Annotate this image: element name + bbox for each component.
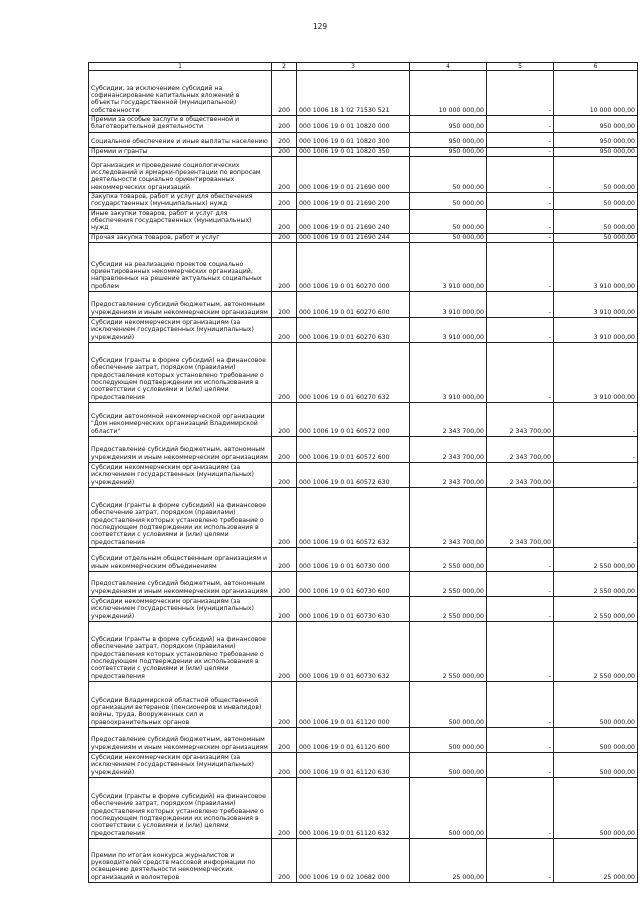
row-amount-col6-cell: 500 000,00 (554, 752, 638, 777)
row-name-cell: Субсидии на реализацию проектов социально ориентированных некоммерческих организаций, направленных на решение актуальных социальных проблем (89, 242, 272, 291)
row-amount-col6-cell: 500 000,00 (554, 681, 638, 727)
budget-table (88, 62, 638, 883)
table-row (89, 621, 638, 681)
row-amount-col6-cell: 25 000,00 (554, 838, 638, 882)
header-cell: 5 (487, 63, 554, 71)
header-cell: 1 (89, 63, 272, 71)
row-amount-col5-cell: - (487, 547, 554, 571)
row-classification-code-cell: 000 1006 19 0 01 61120 630 (297, 752, 410, 777)
row-code-cell: 200 (272, 681, 297, 727)
row-classification-code-cell: 000 1006 19 0 02 10682 000 (297, 838, 410, 882)
row-name-cell: Премии по итогам конкурса журналистов и руководителей средств массовой информации по освещению деятельности некоммерческих организаций и волонтеров (89, 838, 272, 882)
table-row (89, 681, 638, 727)
row-amount-col5-cell: - (487, 621, 554, 681)
row-amount-col4-cell: 25 000,00 (410, 838, 487, 882)
row-amount-col6-cell: 3 910 000,00 (554, 342, 638, 402)
row-code-cell: 200 (272, 727, 297, 752)
row-classification-code-cell: 000 1006 19 0 01 10820 000 (297, 116, 410, 133)
row-amount-col6-cell: 10 000 000,00 (554, 71, 638, 116)
table-row (89, 132, 638, 147)
table-row (89, 291, 638, 317)
row-code-cell: 200 (272, 487, 297, 547)
row-name-cell: Премии за особые заслуги в общественной и благотворительной деятельности (89, 116, 272, 133)
row-amount-col4-cell: 500 000,00 (410, 727, 487, 752)
row-name-cell: Предоставление субсидий бюджетным, автономным учреждениям и иным некоммерческим организациям (89, 727, 272, 752)
row-amount-col5-cell: - (487, 147, 554, 156)
row-amount-col6-cell: - (554, 487, 638, 547)
row-name-cell: Организация и проведение социологических исследований и ярмарки-презентации по вопросам деятельности социально ориентированных некоммерческих организаций (89, 157, 272, 193)
row-amount-col4-cell: 2 550 000,00 (410, 547, 487, 571)
row-amount-col6-cell: 3 910 000,00 (554, 317, 638, 342)
row-amount-col5-cell: - (487, 71, 554, 116)
row-code-cell: 200 (272, 436, 297, 462)
table-row (89, 596, 638, 621)
table-row (89, 209, 638, 233)
row-amount-col6-cell: 50 000,00 (554, 157, 638, 193)
row-classification-code-cell: 000 1006 19 0 01 60270 630 (297, 317, 410, 342)
row-amount-col4-cell: 50 000,00 (410, 233, 487, 242)
row-amount-col6-cell: 2 550 000,00 (554, 571, 638, 596)
row-amount-col5-cell: - (487, 317, 554, 342)
row-amount-col4-cell: 2 343 700,00 (410, 487, 487, 547)
row-amount-col6-cell: 2 550 000,00 (554, 621, 638, 681)
row-name-cell: Субсидии некоммерческим организациям (за исключением государственных (муниципальных) учреждений) (89, 596, 272, 621)
row-classification-code-cell: 000 1006 19 0 01 21690 244 (297, 233, 410, 242)
table-row (89, 547, 638, 571)
row-amount-col5-cell: 2 343 700,00 (487, 462, 554, 487)
header-cell: 4 (410, 63, 487, 71)
row-classification-code-cell: 000 1006 19 0 01 61120 632 (297, 777, 410, 838)
row-amount-col5-cell: - (487, 209, 554, 233)
row-name-cell: Субсидии (гранты в форме субсидий) на финансовое обеспечение затрат, порядком (правилами) предоставления которых установлено требование о последующем подтверждении их использования в соответствии с условиями и (или) целями предоставления (89, 342, 272, 402)
row-name-cell: Предоставление субсидий бюджетным, автономным учреждениям и иным некоммерческим организациям (89, 571, 272, 596)
row-code-cell: 200 (272, 233, 297, 242)
row-amount-col6-cell: 500 000,00 (554, 727, 638, 752)
row-name-cell: Иные закупки товаров, работ и услуг для обеспечения государственных (муниципальных) нужд (89, 209, 272, 233)
row-name-cell: Субсидии некоммерческим организациям (за исключением государственных (муниципальных) учреждений) (89, 752, 272, 777)
row-classification-code-cell: 000 1006 19 0 01 60730 600 (297, 571, 410, 596)
table-row (89, 462, 638, 487)
row-amount-col4-cell: 2 343 700,00 (410, 462, 487, 487)
table-row (89, 571, 638, 596)
row-code-cell: 200 (272, 596, 297, 621)
table-row (89, 727, 638, 752)
row-classification-code-cell: 000 1006 19 0 01 21690 240 (297, 209, 410, 233)
table-row (89, 777, 638, 838)
row-amount-col4-cell: 500 000,00 (410, 681, 487, 727)
row-name-cell: Субсидии автономной некоммерческой организации "Дом некоммерческих организаций Владимирской области" (89, 402, 272, 436)
row-amount-col6-cell: 2 550 000,00 (554, 547, 638, 571)
row-classification-code-cell: 000 1006 19 0 01 21690 200 (297, 193, 410, 210)
row-name-cell: Субсидии Владимирской областной общественной организации ветеранов (пенсионеров и инвалидов) войны, труда, Вооруженных сил и правоохранительных органов (89, 681, 272, 727)
table-row (89, 147, 638, 156)
row-amount-col6-cell: - (554, 462, 638, 487)
row-classification-code-cell: 000 1006 19 0 01 60572 000 (297, 402, 410, 436)
row-code-cell: 200 (272, 193, 297, 210)
row-amount-col4-cell: 50 000,00 (410, 157, 487, 193)
row-amount-col5-cell: - (487, 116, 554, 133)
table-row (89, 436, 638, 462)
row-amount-col5-cell: - (487, 571, 554, 596)
row-code-cell: 200 (272, 71, 297, 116)
row-amount-col6-cell: 950 000,00 (554, 147, 638, 156)
page-number: 129 (312, 22, 328, 31)
row-amount-col4-cell: 50 000,00 (410, 193, 487, 210)
row-amount-col4-cell: 950 000,00 (410, 116, 487, 133)
row-name-cell: Предоставление субсидий бюджетным, автономным учреждениям и иным некоммерческим организациям (89, 436, 272, 462)
table-row (89, 342, 638, 402)
row-amount-col4-cell: 50 000,00 (410, 209, 487, 233)
row-amount-col6-cell: - (554, 402, 638, 436)
row-code-cell: 200 (272, 402, 297, 436)
table-row (89, 752, 638, 777)
row-amount-col6-cell: 950 000,00 (554, 132, 638, 147)
row-classification-code-cell: 000 1006 19 0 01 60730 000 (297, 547, 410, 571)
row-classification-code-cell: 000 1006 19 0 01 60730 630 (297, 596, 410, 621)
row-classification-code-cell: 000 1006 19 0 01 60270 600 (297, 291, 410, 317)
row-name-cell: Прочая закупка товаров, работ и услуг (89, 233, 272, 242)
row-code-cell: 200 (272, 242, 297, 291)
row-amount-col6-cell: 2 550 000,00 (554, 596, 638, 621)
row-amount-col6-cell: 50 000,00 (554, 209, 638, 233)
row-amount-col4-cell: 950 000,00 (410, 147, 487, 156)
row-classification-code-cell: 000 1006 19 0 01 10820 350 (297, 147, 410, 156)
row-amount-col5-cell: - (487, 233, 554, 242)
row-name-cell: Субсидии некоммерческим организациям (за исключением государственных (муниципальных) учреждений) (89, 317, 272, 342)
row-code-cell: 200 (272, 317, 297, 342)
table-header-row (89, 63, 638, 71)
row-code-cell: 200 (272, 462, 297, 487)
row-amount-col5-cell: - (487, 132, 554, 147)
row-amount-col5-cell: - (487, 777, 554, 838)
row-amount-col6-cell: 950 000,00 (554, 116, 638, 133)
row-code-cell: 200 (272, 777, 297, 838)
row-amount-col6-cell: 500 000,00 (554, 777, 638, 838)
row-code-cell: 200 (272, 621, 297, 681)
table-row (89, 317, 638, 342)
table-row (89, 838, 638, 882)
row-classification-code-cell: 000 1006 19 0 01 61120 000 (297, 681, 410, 727)
row-classification-code-cell: 000 1006 19 0 01 60270 000 (297, 242, 410, 291)
row-amount-col5-cell: - (487, 291, 554, 317)
row-classification-code-cell: 000 1006 18 1 02 71530 521 (297, 71, 410, 116)
row-amount-col5-cell: - (487, 242, 554, 291)
row-code-cell: 200 (272, 132, 297, 147)
header-cell: 2 (272, 63, 297, 71)
row-amount-col4-cell: 500 000,00 (410, 777, 487, 838)
table-row (89, 116, 638, 133)
row-amount-col6-cell: 3 910 000,00 (554, 242, 638, 291)
row-amount-col6-cell: - (554, 436, 638, 462)
table-row (89, 402, 638, 436)
row-amount-col5-cell: - (487, 193, 554, 210)
row-amount-col4-cell: 2 550 000,00 (410, 596, 487, 621)
row-code-cell: 200 (272, 838, 297, 882)
row-amount-col6-cell: 50 000,00 (554, 193, 638, 210)
row-amount-col4-cell: 950 000,00 (410, 132, 487, 147)
row-code-cell: 200 (272, 342, 297, 402)
row-amount-col4-cell: 3 910 000,00 (410, 291, 487, 317)
row-name-cell: Субсидии, за исключением субсидий на софинансирование капитальных вложений в объекты государственной (муниципальной) собственности (89, 71, 272, 116)
row-classification-code-cell: 000 1006 19 0 01 61120 600 (297, 727, 410, 752)
row-amount-col5-cell: - (487, 838, 554, 882)
row-amount-col5-cell: - (487, 681, 554, 727)
row-classification-code-cell: 000 1006 19 0 01 60572 632 (297, 487, 410, 547)
row-amount-col4-cell: 10 000 000,00 (410, 71, 487, 116)
row-name-cell: Субсидии некоммерческим организациям (за исключением государственных (муниципальных) учреждений) (89, 462, 272, 487)
row-code-cell: 200 (272, 291, 297, 317)
row-name-cell: Субсидии отдельным общественным организациям и иным некоммерческим объединениям (89, 547, 272, 571)
row-name-cell: Премии и гранты (89, 147, 272, 156)
table-row (89, 242, 638, 291)
row-amount-col6-cell: 3 910 000,00 (554, 291, 638, 317)
row-amount-col5-cell: - (487, 157, 554, 193)
header-cell: 3 (297, 63, 410, 71)
row-classification-code-cell: 000 1006 19 0 01 21690 000 (297, 157, 410, 193)
row-amount-col4-cell: 3 910 000,00 (410, 242, 487, 291)
row-code-cell: 200 (272, 116, 297, 133)
row-amount-col5-cell: 2 343 700,00 (487, 402, 554, 436)
row-classification-code-cell: 000 1006 19 0 01 60572 600 (297, 436, 410, 462)
row-name-cell: Субсидии (гранты в форме субсидий) на финансовое обеспечение затрат, порядком (правилами) предоставления которых установлено требование о последующем подтверждении их использования в соответствии с условиями и (или) целями предоставления (89, 777, 272, 838)
row-code-cell: 200 (272, 147, 297, 156)
row-amount-col5-cell: - (487, 342, 554, 402)
row-amount-col4-cell: 2 343 700,00 (410, 436, 487, 462)
row-code-cell: 200 (272, 157, 297, 193)
row-code-cell: 200 (272, 209, 297, 233)
row-amount-col4-cell: 3 910 000,00 (410, 342, 487, 402)
header-cell: 6 (554, 63, 638, 71)
row-amount-col6-cell: 50 000,00 (554, 233, 638, 242)
table-row (89, 193, 638, 210)
row-name-cell: Закупка товаров, работ и услуг для обеспечения государственных (муниципальных) нужд (89, 193, 272, 210)
row-code-cell: 200 (272, 571, 297, 596)
row-classification-code-cell: 000 1006 19 0 01 10820 300 (297, 132, 410, 147)
row-amount-col4-cell: 3 910 000,00 (410, 317, 487, 342)
row-code-cell: 200 (272, 752, 297, 777)
row-amount-col4-cell: 500 000,00 (410, 752, 487, 777)
table-row (89, 487, 638, 547)
row-amount-col5-cell: 2 343 700,00 (487, 436, 554, 462)
row-classification-code-cell: 000 1006 19 0 01 60572 630 (297, 462, 410, 487)
row-amount-col5-cell: 2 343 700,00 (487, 487, 554, 547)
row-amount-col5-cell: - (487, 752, 554, 777)
row-name-cell: Субсидии (гранты в форме субсидий) на финансовое обеспечение затрат, порядком (правилами) предоставления которых установлено требование о последующем подтверждении их использования в соответствии с условиями и (или) целями предоставления (89, 487, 272, 547)
row-amount-col5-cell: - (487, 727, 554, 752)
row-name-cell: Субсидии (гранты в форме субсидий) на финансовое обеспечение затрат, порядком (правилами) предоставления которых установлено требование о последующем подтверждении их использования в соответствии с условиями и (или) целями предоставления (89, 621, 272, 681)
table-row (89, 157, 638, 193)
row-amount-col5-cell: - (487, 596, 554, 621)
row-name-cell: Предоставление субсидий бюджетным, автономным учреждениям и иным некоммерческим организациям (89, 291, 272, 317)
row-classification-code-cell: 000 1006 19 0 01 60730 632 (297, 621, 410, 681)
row-name-cell: Социальное обеспечение и иные выплаты населению (89, 132, 272, 147)
table-row (89, 233, 638, 242)
row-classification-code-cell: 000 1006 19 0 01 60270 632 (297, 342, 410, 402)
row-amount-col4-cell: 2 343 700,00 (410, 402, 487, 436)
row-amount-col4-cell: 2 550 000,00 (410, 621, 487, 681)
row-amount-col4-cell: 2 550 000,00 (410, 571, 487, 596)
row-code-cell: 200 (272, 547, 297, 571)
table-row (89, 71, 638, 116)
